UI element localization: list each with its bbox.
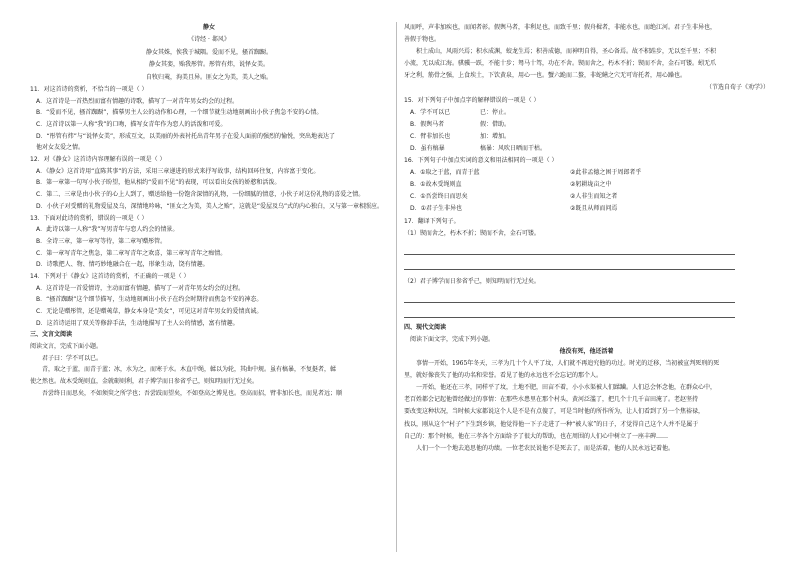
q11-option-d: D．“彤管有炜”与“说怿女美”，形成互文，以美丽的外表衬托出青年男子在爱人面前的强烈的愉悦，突出地表达了 xyxy=(36,132,336,140)
article-line: 要改变这种状况，当时候大家都说这个人是不是有点傻了，可是当时他的所作所为，让人们看到了另一个焦裕禄， xyxy=(404,408,705,416)
q14-option-a: A．这首诗是一首爱情诗，主动而富有情趣，描写了一对青年男女约会的过程。 xyxy=(36,284,245,292)
poem-line: 自牧归荑，洵美且异。匪女之为美，美人之贻。 xyxy=(145,73,272,81)
question-15-stem: 15．对下列句子中加点字的解释错误的一项是（ ） xyxy=(404,96,540,104)
q11-option-b: B．“爱而不见，搔首踟蹰”，描摹男主人公的动作和心理，一个细节就生动地刻画出小伙子焦急不安的心情。 xyxy=(36,109,323,117)
article-line: 里，就好像丧失了他的功名和荣誉。看见了他的永远也不会忘记的那个人。 xyxy=(404,372,603,380)
passage-line: 君子曰：学不可以已。 xyxy=(42,354,103,362)
q16-option-b-2: ②躬耕垅亩之中 xyxy=(570,181,612,189)
q12-option-b: B．第一章第一句写小伙子盼望，他从相约“爱而不见”的表现，可以看出女孩的娇憨和活泼。 xyxy=(36,179,281,187)
q16-option-c-1: C．①吾尝终日而思矣 xyxy=(410,193,468,201)
section-4-instruction: 阅读下面文字，完成下列小题。 xyxy=(410,335,495,343)
q16-option-a-2: ②此非孟德之困于周郎者乎 xyxy=(570,169,642,177)
poem-line: 静女其姝，俟我于城隅。爱而不见，搔首踟蹰。 xyxy=(145,48,272,56)
q14-option-b: B．“搔首踟蹰”这个细节描写，生动地刻画出小伙子在约会时期待而焦急不安的神态。 xyxy=(36,296,263,304)
answer-line[interactable] xyxy=(404,303,735,318)
q15-option-a-gloss: 已：停止。 xyxy=(480,108,511,116)
q15-option-b-gloss: 假：借助。 xyxy=(480,120,511,128)
passage-line: 使之然也。故木受绳则直，金就砺则利，君子博学而日参省乎己，则知明而行无过矣。 xyxy=(30,378,259,386)
passage-line: 积土成山，风雨兴焉；积水成渊，蛟龙生焉；积善成德，而神明自得，圣心备焉。故不积跬步，无以至千里；不积 xyxy=(416,48,717,56)
passage-line: 小流，无以成江海。骐骥一跃，不能十步；驽马十驾，功在不舍。锲而舍之，朽木不折；锲而不舍，金石可镂。蚓无爪 xyxy=(404,60,717,68)
q13-option-d: D．诗歌把人、物、情巧妙地融合在一起，形象生动，饶有情趣。 xyxy=(36,261,209,269)
question-14-stem: 14．下列对于《静女》这首诗的赏析，不正确的一项是（ ） xyxy=(30,272,190,280)
q16-option-d-1: D．①君子生非异也 xyxy=(410,205,462,213)
q14-option-c: C．无论是赠彤管，还是赠荑草，静女本身是“美女”，可见这对青年男女的爱情真诚。 xyxy=(36,308,263,316)
answer-line[interactable] xyxy=(404,240,735,255)
q15-option-b-phrase: B．假舆马者 xyxy=(410,120,445,128)
section-4-heading: 四、现代文阅读 xyxy=(404,323,447,331)
right-column xyxy=(404,22,769,455)
q15-option-c-gloss: 加：增加。 xyxy=(480,132,511,140)
q17-sentence-1: （1）锲而舍之，朽木不折；锲而不舍，金石可镂。 xyxy=(404,229,540,237)
q16-option-c-2: ②人非生而知之者 xyxy=(570,193,618,201)
article-line: 人们一个一个地去追思他的功绩。一位老农民说他不是死去了，而是活着，他的人民永远记着他。 xyxy=(416,444,675,452)
q11-option-d-cont: 他对女友爱之情。 xyxy=(36,144,85,152)
poem-title: 静女 xyxy=(202,24,215,31)
question-11-stem: 11．对这首诗的赏析，不恰当的一项是（ ） xyxy=(30,85,148,93)
passage-line: 风而呼，声非加疾也，而闻者彰。假舆马者，非利足也，而致千里；假舟楫者，非能水也，而绝江河。君子生非异也， xyxy=(404,24,717,31)
article-line: 事情一开始，1965年冬天，三孝为几十个人平了坟，人们就不再追究他的功过。时光的迁移，当初被宣判死刑的死 xyxy=(416,360,720,368)
answer-line[interactable] xyxy=(404,255,735,270)
passage-line: 青，取之于蓝，而青于蓝；冰，水为之，而寒于水。木直中绳，輮以为轮，其曲中规。虽有槁暴，不复挺者，輮 xyxy=(42,366,337,374)
q15-option-c-phrase: C．臂非加长也 xyxy=(410,132,451,140)
q17-sentence-2: （2）君子博学而日参省乎己，则知明而行无过矣。 xyxy=(404,277,540,285)
question-16-stem: 16．下列句子中加点实词的意义和用法相同的一项是（ ） xyxy=(404,157,558,165)
article-line: 老百姓都会记起他曾经做过的事情：在那些水患里在那个村头，黄河泛滥了，把几个十几千亩田淹了。老赵坚持 xyxy=(404,396,699,404)
q14-option-d: D．这首诗运用了双关等修辞手法，生动地描写了主人公的情感，富有情趣。 xyxy=(36,319,239,327)
passage-source: （节选自荀子《劝学》） xyxy=(705,84,769,92)
q11-option-a: A．这首诗是一首热烈而富有情趣的诗歌，描写了一对青年男女约会的过程。 xyxy=(36,97,239,105)
answer-line[interactable] xyxy=(404,288,735,303)
poem-line: 静女其娈，贻我彤管。彤管有炜，说怿女美。 xyxy=(148,61,269,69)
poem-source: 《诗经 · 邶风》 xyxy=(188,36,230,44)
q13-option-a: A．此诗以第一人称“我”写男青年与恋人约会的情景。 xyxy=(36,226,179,234)
passage-line: 吾尝终日而思矣，不如须臾之所学也；吾尝跂而望矣，不如登高之博见也。登高而招，臂非加长也，而见者远；顺 xyxy=(42,389,343,397)
q16-option-a-1: A．①取之于蓝，而青于蓝 xyxy=(410,169,480,177)
section-3-heading: 三、文言文阅读 xyxy=(30,331,73,339)
q16-option-d-2: ②既且从师而问焉 xyxy=(570,205,618,213)
q15-option-d-gloss: 槁暴：风吹日晒而干枯。 xyxy=(480,144,547,152)
q15-option-a-phrase: A．学不可以已 xyxy=(410,108,451,116)
q11-option-c: C．这首诗以第一人称“我”的口吻，描写女青年作为恋人的活泼和可爱。 xyxy=(36,121,227,129)
q12-option-d: D．小伙子对受赠的礼物爱屋及乌，深情地吟咏，“匪女之为美，美人之贻”，这就是“爱屋及乌”式的内心独白，又与第一章相照应。 xyxy=(36,202,384,210)
q13-option-c: C．第一章写青年之焦急，第二章写青年之欢喜，第三章写青年之痴情。 xyxy=(36,249,227,257)
question-13-stem: 13．下面对此诗的赏析，错误的一项是（ ） xyxy=(30,214,148,222)
q12-option-a: A．《静女》这首诗用“直陈其事”的方法，采用三章递进的形式来抒写故事，结构回环往复，内容富于变化。 xyxy=(36,167,320,175)
q16-option-b-1: B．①故木受绳则直 xyxy=(410,181,462,189)
q12-option-c: C．第二、三章是由小伙子的心上人到了，赠送给他一份饱含深情的礼物，一份细腻的情意，小伙子对这份礼物的喜爱之情。 xyxy=(36,191,365,199)
section-3-instruction: 阅读文言，完成下面小题。 xyxy=(30,343,103,351)
article-title: 他没有死，他还活着 xyxy=(559,347,614,355)
q13-option-b: B．全诗三章，第一章写等待，第二章写赠彤管。 xyxy=(36,237,167,245)
question-17-stem: 17．翻译下列句子。 xyxy=(404,217,460,225)
q15-option-d-phrase: D．虽有槁暴 xyxy=(410,144,445,152)
passage-line: 善假于物也。 xyxy=(404,36,441,44)
left-column xyxy=(30,22,388,400)
article-line: 自己的：那个时候，他在三孝各个方面给予了很大的帮助，也在周围的人们心中树立了一座丰碑…… xyxy=(404,432,669,440)
article-line: 找以，刚从这个“村子”下生到乡镇，他觉得他一下子走进了一种“被人家”的日子，才觉得自己这个人并不是属于 xyxy=(404,420,699,428)
article-line: 一开始，他还在三孝，同样平了坟，土地不肥，田亩不着，小小水渠被人们蹂躏。人们总会怀念他，在群众心中， xyxy=(416,384,717,392)
passage-line: 牙之利，筋骨之强，上食埃土，下饮黄泉，用心一也。蟹六跪而二螯，非蛇鳝之穴无可寄托者，用心躁也。 xyxy=(404,72,687,80)
question-12-stem: 12．对《静女》这首诗内容理解有误的一项是（ ） xyxy=(30,156,166,164)
column-divider xyxy=(396,22,397,552)
